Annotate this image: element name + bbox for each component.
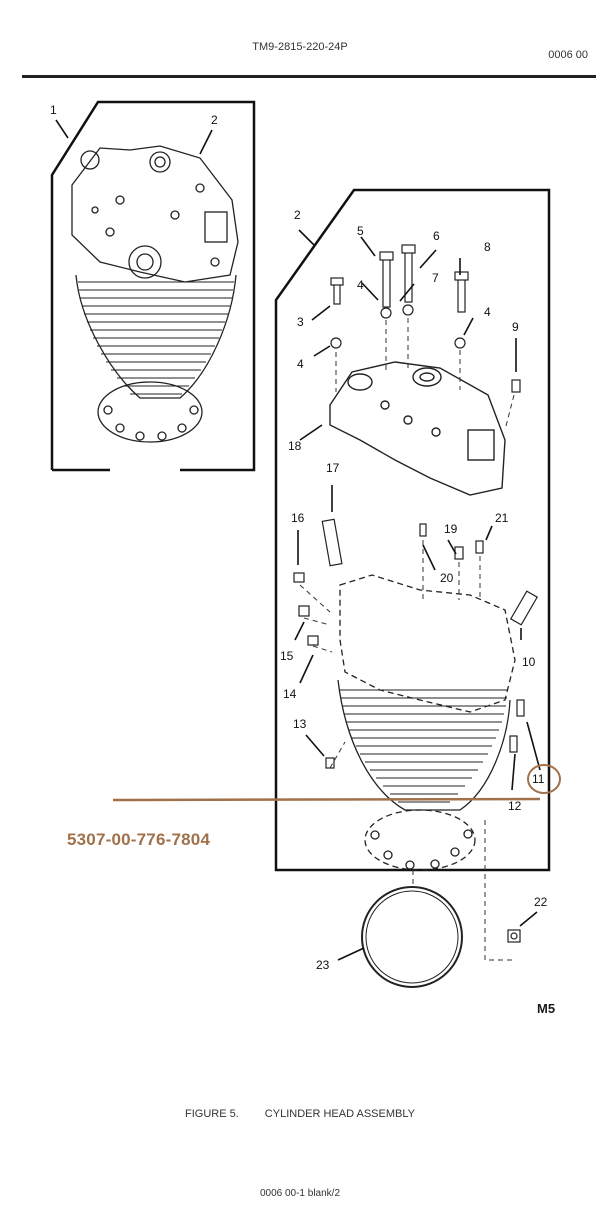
callout-7: 7 (432, 271, 439, 285)
callout-4a: 4 (357, 278, 364, 292)
figure-number: FIGURE 5. (185, 1108, 239, 1120)
callout-18: 18 (288, 439, 302, 453)
callout-4b: 4 (297, 357, 304, 371)
part-highlight-annotation (113, 765, 560, 800)
callout-2: 2 (294, 208, 301, 222)
callout-23: 23 (316, 958, 330, 972)
annotated-part-number: 5307-00-776-7804 (67, 830, 211, 849)
callout-11: 11 (532, 772, 545, 786)
callout-19: 19 (444, 522, 458, 536)
callout-21: 21 (495, 511, 509, 525)
cylinder-head-part (330, 362, 505, 495)
highlight-underline (113, 799, 540, 800)
callout-5: 5 (357, 224, 364, 238)
small-parts (294, 519, 537, 942)
page-footer: 0006 00-1 blank/2 (259, 1188, 341, 1199)
callout-15: 15 (280, 649, 294, 663)
assembled-cylinder-illustration (72, 146, 238, 442)
callout-2-inset: 2 (211, 113, 218, 127)
callout-8: 8 (484, 240, 491, 254)
callout-3: 3 (297, 315, 304, 329)
figure-title: CYLINDER HEAD ASSEMBLY (264, 1108, 415, 1120)
callout-22: 22 (534, 895, 548, 909)
work-package-page: 0006 00 (548, 49, 588, 61)
callout-6: 6 (433, 229, 440, 243)
view-code: M5 (537, 1001, 556, 1016)
callout-10: 10 (522, 655, 536, 669)
document-id: TM9-2815-220-24P (252, 41, 348, 53)
figure-caption (0, 1108, 600, 1120)
callout-12: 12 (508, 799, 522, 813)
callout-1: 1 (50, 103, 57, 117)
callout-14: 14 (283, 687, 297, 701)
callout-4c: 4 (484, 305, 491, 319)
callout-20: 20 (440, 571, 454, 585)
cylinder-barrel-part (338, 575, 515, 870)
callout-16: 16 (291, 511, 305, 525)
callout-9: 9 (512, 320, 519, 334)
callout-13: 13 (293, 717, 307, 731)
callout-17: 17 (326, 461, 340, 475)
o-ring-part (362, 887, 462, 987)
